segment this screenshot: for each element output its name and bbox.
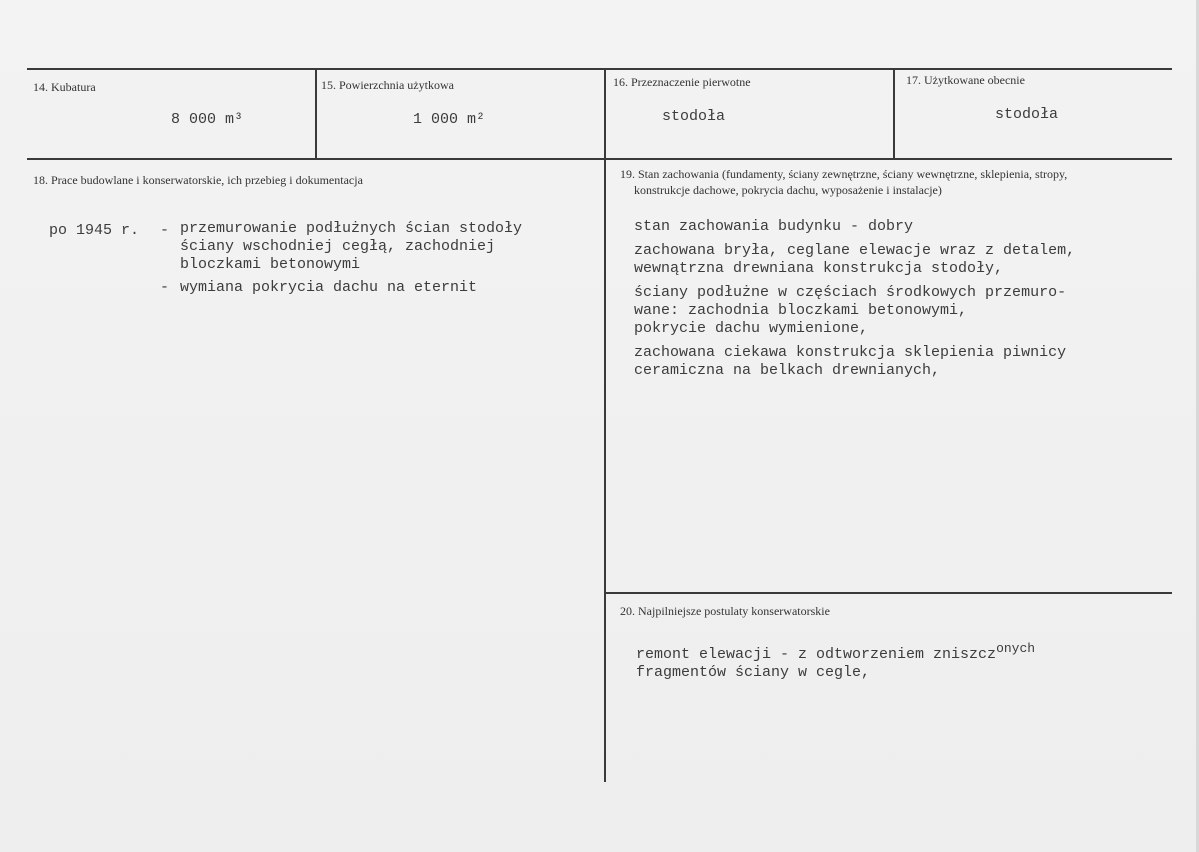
- section-18-entry-1: [180, 220, 522, 274]
- section-19-line: wane: zachodnia bloczkami betonowymi,: [634, 302, 968, 319]
- section-20-line-1-superscript: onych: [996, 641, 1036, 656]
- section-20-body: [636, 641, 1036, 682]
- section-18-entry-2: wymiana pokrycia dachu na eternit: [180, 279, 478, 296]
- section-15-value: 1 000 m²: [413, 111, 486, 128]
- divider-15-16: [604, 69, 606, 782]
- section-18-label: 18. Prace budowlane i konserwatorskie, ich przebieg i dokumentacja: [33, 173, 363, 187]
- section-19-label-line-1: 19. Stan zachowania (fundamenty, ściany zewnętrzne, ściany wewnętrzne, sklepienia, stropy,: [620, 167, 1068, 181]
- divider-14-15: [315, 69, 317, 159]
- section-14-label: 14. Kubatura: [33, 80, 96, 94]
- section-19-label-line-2: konstrukcje dachowe, pokrycia dachu, wyposażenie i instalacje): [634, 183, 942, 197]
- section-18-date: po 1945 r.: [49, 222, 140, 239]
- section-19-line: ściany podłużne w częściach środkowych przemuro-: [634, 284, 1067, 301]
- section-16-label: 16. Przeznaczenie pierwotne: [613, 75, 751, 89]
- section-19-line: zachowana bryła, ceglane elewacje wraz z detalem,: [634, 242, 1076, 259]
- section-19-paragraph: [634, 242, 1075, 278]
- section-14-value: 8 000 m³: [171, 111, 244, 128]
- section-18-entry-1-line: ściany wschodniej cegłą, zachodniej: [180, 238, 496, 255]
- section-19-line: zachowana ciekawa konstrukcja sklepienia piwnicy: [634, 344, 1067, 361]
- section-19-line: pokrycie dachu wymienione,: [634, 320, 869, 337]
- section-19-paragraph: [634, 344, 1075, 380]
- section-20-label: 20. Najpilniejsze postulaty konserwatorskie: [620, 604, 830, 618]
- section-19-paragraph: [634, 284, 1075, 338]
- section-17-value: stodoła: [995, 106, 1059, 123]
- section-17-label: 17. Użytkowane obecnie: [906, 73, 1025, 87]
- section-20-line-1-text: remont elewacji - z odtworzeniem zniszcz: [636, 646, 997, 663]
- divider-16-17: [893, 69, 895, 159]
- section-18-entry-1-line: przemurowanie podłużnych ścian stodoły: [180, 220, 523, 237]
- middle-rule: [27, 158, 1172, 160]
- section-18-dash-2: -: [160, 279, 170, 296]
- section-16-value: stodoła: [662, 108, 726, 125]
- section-18-dash-1: -: [160, 222, 170, 239]
- section-19-body: [634, 218, 1075, 386]
- section-19-line: wewnątrzna drewniana konstrukcja stodoły,: [634, 260, 1004, 277]
- section-15-label: 15. Powierzchnia użytkowa: [321, 78, 454, 92]
- section-20-line-2: fragmentów ściany w cegle,: [636, 664, 871, 681]
- section-19-paragraph: [634, 218, 1075, 236]
- top-rule: [27, 68, 1172, 70]
- section-20-rule: [606, 592, 1172, 594]
- section-18-entry-1-line: bloczkami betonowymi: [180, 256, 361, 273]
- section-19-line: ceramiczna na belkach drewnianych,: [634, 362, 941, 379]
- section-20-line-1: [636, 641, 1036, 664]
- section-19-line: stan zachowania budynku - dobry: [634, 218, 914, 235]
